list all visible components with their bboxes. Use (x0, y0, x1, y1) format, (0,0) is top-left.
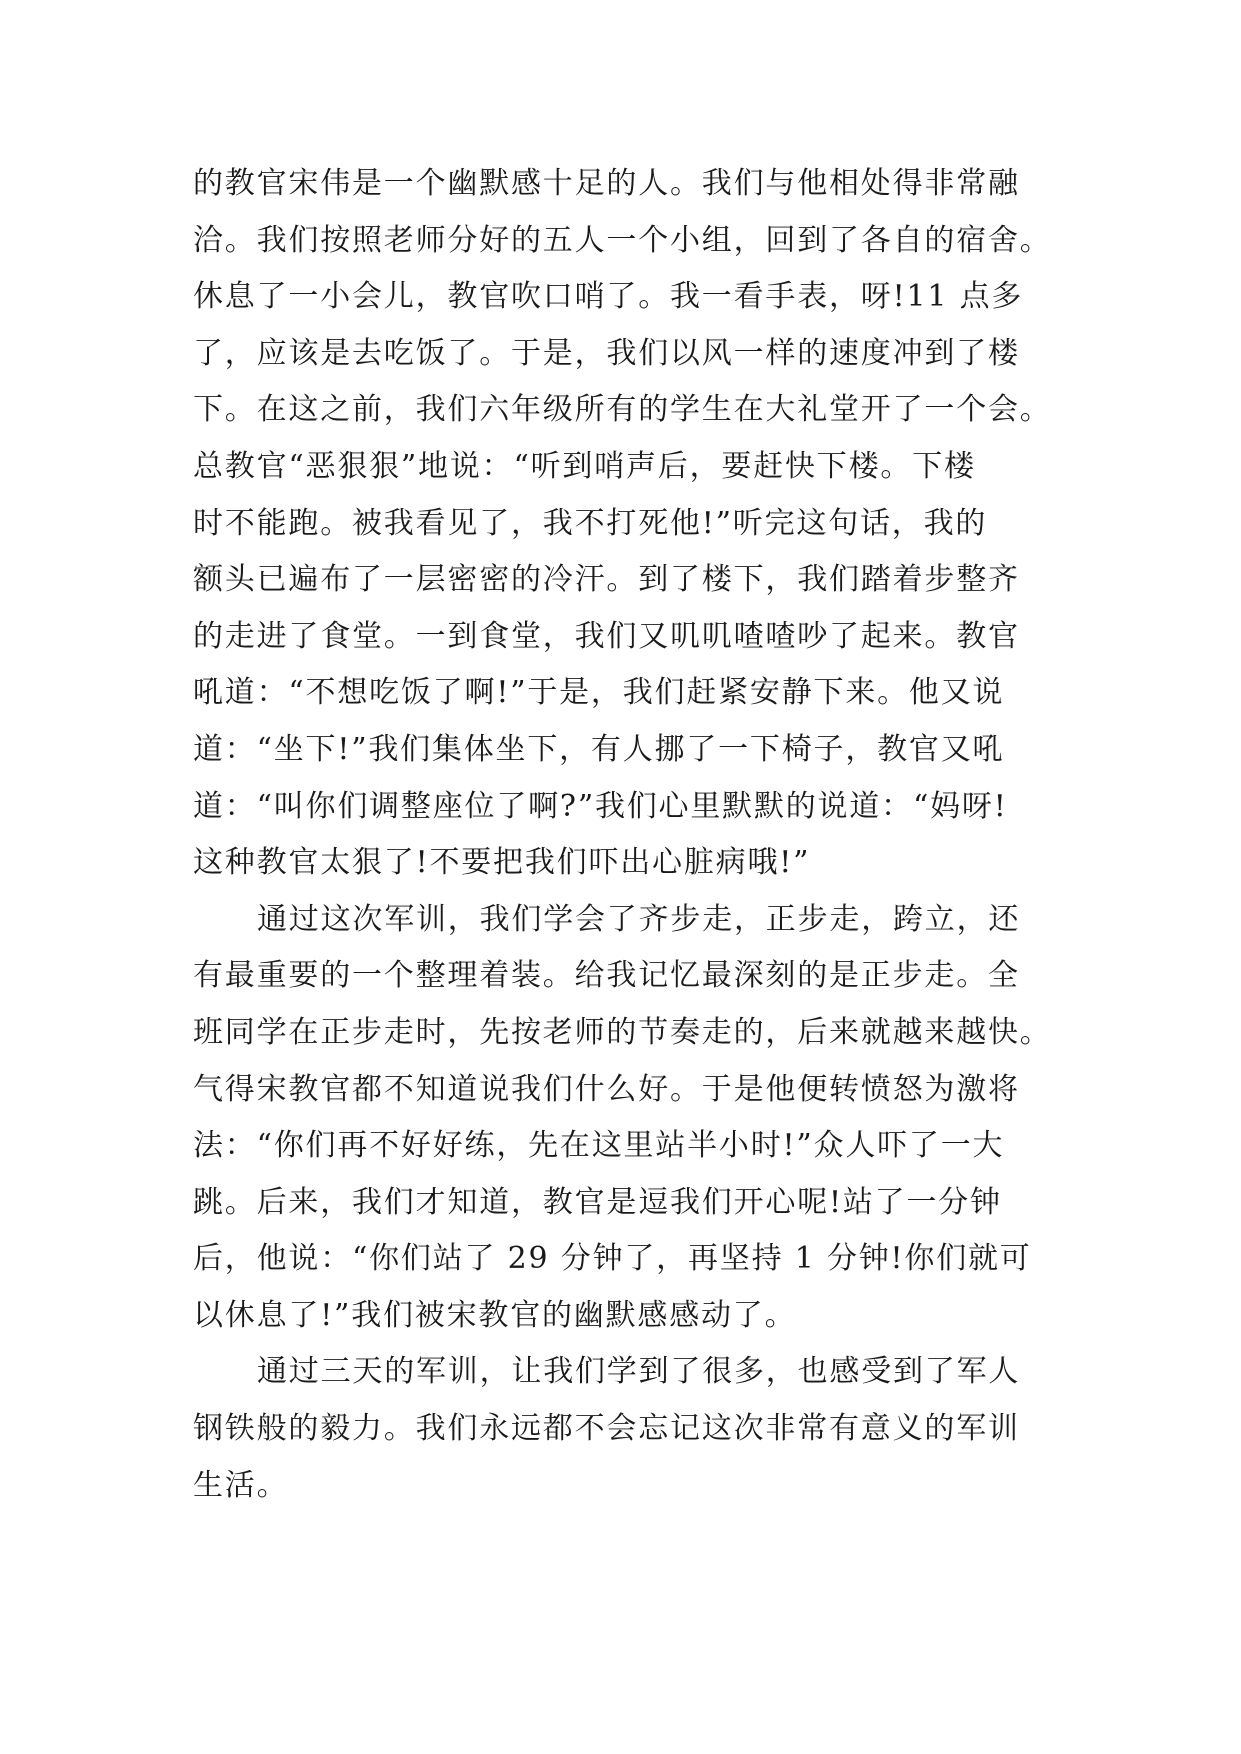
text-line: 这种教官太狠了!不要把我们吓出心脏病哦!” (193, 845, 811, 881)
text-line: 的教官宋伟是一个幽默感十足的人。我们与他相处得非常融 (193, 166, 1020, 201)
text-line: 道：“叫你们调整座位了啊?”我们心里默默的说道：“妈呀! (193, 788, 1008, 824)
text-line: 班同学在正步走时，先按老师的节奏走的，后来就越来越快。 (193, 1014, 1052, 1050)
text-line: 总教官“恶狠狠”地说：“听到哨声后，要赶快下楼。下楼 (193, 448, 976, 484)
text-line: 休息了一小会儿，教官吹口哨了。我一看手表，呀!11 点多 (193, 279, 1024, 315)
text-line: 以休息了!”我们被宋教官的幽默感感动了。 (193, 1297, 797, 1333)
text-line: 有最重要的一个整理着装。给我记忆最深刻的是正步走。全 (193, 958, 1020, 994)
text-line: 吼道：“不想吃饭了啊!”于是，我们赶紧安静下来。他又说 (193, 675, 1005, 711)
text-line: 下。在这之前，我们六年级所有的学生在大礼堂开了一个会。 (193, 392, 1052, 428)
text-line: 洽。我们按照老师分好的五人一个小组，回到了各自的宿舍。 (193, 222, 1052, 258)
text-line: 跳。后来，我们才知道，教官是逗我们开心呢!站了一分钟 (193, 1184, 1002, 1220)
paragraph-3 (193, 1344, 1055, 1514)
text-line: 道：“坐下!”我们集体坐下，有人挪了一下椅子，教官又吼 (193, 731, 1005, 767)
text-line: 气得宋教官都不知道说我们什么好。于是他便转愤怒为激将 (193, 1071, 1020, 1107)
text-line: 的走进了食堂。一到食堂，我们又叽叽喳喳吵了起来。教官 (193, 618, 1020, 654)
text-line: 通过这次军训，我们学会了齐步走，正步走，跨立，还 (257, 901, 1021, 937)
document-body (193, 156, 1055, 1514)
text-line: 额头已遍布了一层密密的冷汗。到了楼下，我们踏着步整齐 (193, 562, 1020, 598)
text-line: 钢铁般的毅力。我们永远都不会忘记这次非常有意义的军训 (193, 1411, 1020, 1447)
text-line: 通过三天的军训，让我们学到了很多，也感受到了军人 (257, 1354, 1021, 1390)
text-line: 后，他说：“你们站了 29 分钟了，再坚持 1 分钟!你们就可 (193, 1241, 1032, 1277)
text-line: 生活。 (193, 1467, 289, 1503)
paragraph-1 (193, 156, 1055, 892)
text-line: 时不能跑。被我看见了，我不打死他!”听完这句话，我的 (193, 505, 988, 541)
paragraph-2 (193, 892, 1055, 1345)
text-line: 法：“你们再不好好练，先在这里站半小时!”众人吓了一大 (193, 1128, 1005, 1164)
text-line: 了，应该是去吃饭了。于是，我们以风一样的速度冲到了楼 (193, 335, 1020, 371)
